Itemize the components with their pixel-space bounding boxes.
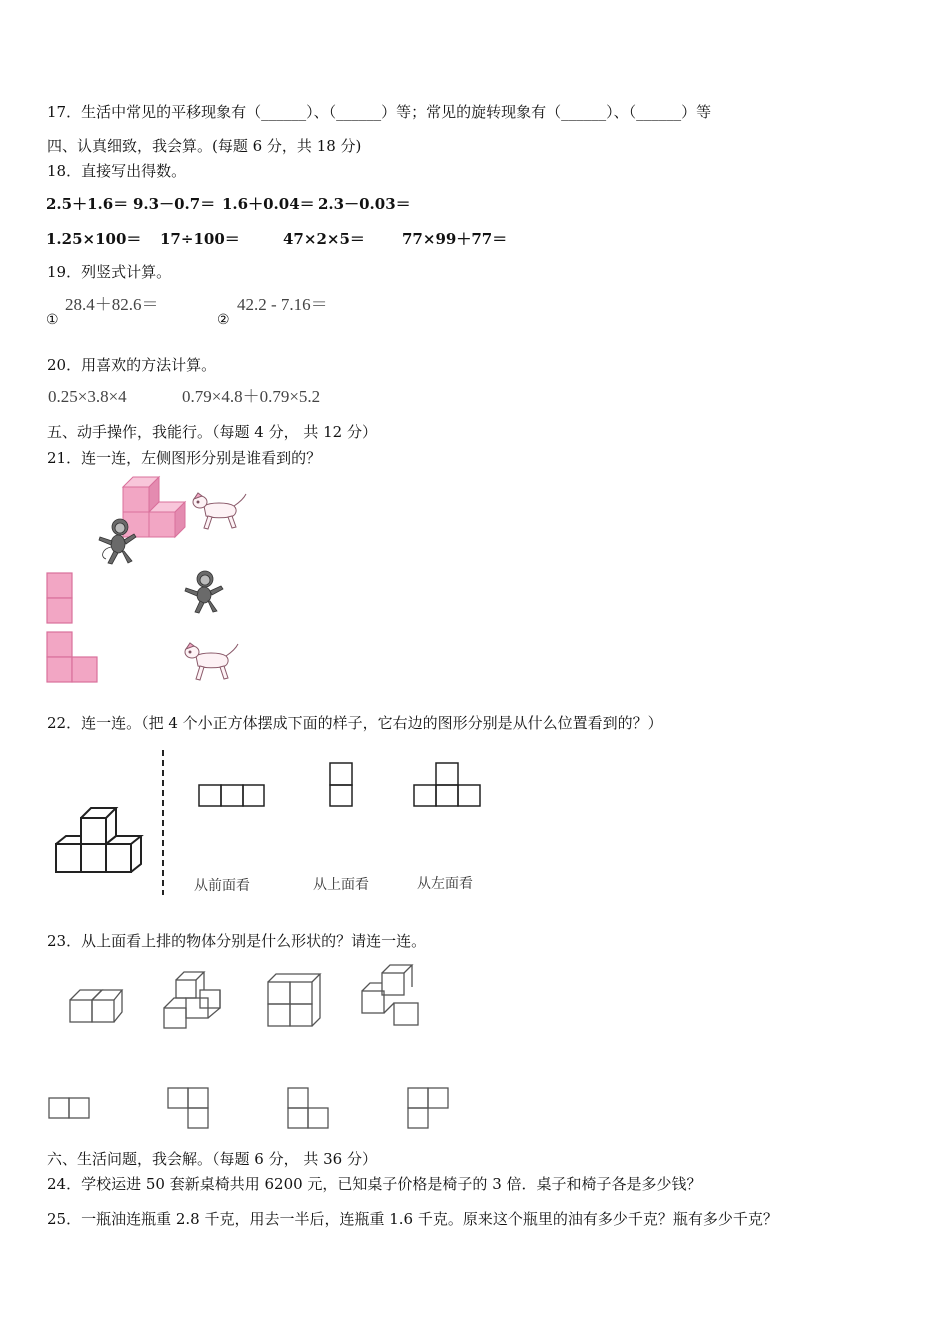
view-two-stacked-squares (46, 572, 73, 624)
top-view-l-shape-top (407, 1087, 451, 1131)
q19-expr: 28.4＋82.6＝ (65, 295, 159, 314)
object-2-cubes (162, 970, 224, 1030)
cube-structure-drawing (54, 806, 149, 876)
section-5-heading: 五、动手操作，我能行。（每题 4 分， 共 12 分） (47, 423, 377, 441)
q18-expr: 1.25×100＝ (46, 230, 142, 248)
question-18-title: 18．直接写出得数。 (47, 162, 187, 180)
question-22-title: 22．连一连。（把 4 个小正方体摆成下面的样子，它右边的图形分别是从什么位置看到的？） (47, 714, 663, 732)
q18-expr: 2.3－0.03＝ (318, 195, 411, 213)
circled-number: ② (217, 312, 230, 328)
view-l-shape-squares (46, 631, 98, 683)
q20-expr: 0.25×3.8×4 (48, 387, 127, 406)
q18-expr: 47×2×5＝ (283, 230, 365, 248)
q18-expr: 9.3－0.7＝ (133, 195, 216, 213)
dog-icon (190, 490, 248, 532)
monkey-icon (183, 569, 225, 615)
top-view-l-shape (167, 1087, 211, 1131)
q18-expr: 77×99＋77＝ (402, 230, 508, 248)
object-4-cubes (360, 963, 424, 1027)
q18-expr: 17÷100＝ (160, 230, 240, 248)
top-view-two-squares (48, 1097, 92, 1121)
q18-expr: 2.5＋1.6＝ (46, 195, 129, 213)
top-view-l-shape-bottom (287, 1087, 331, 1131)
top-view-two-squares (329, 762, 354, 808)
circled-number: ① (46, 312, 59, 328)
object-3-cubes (266, 972, 322, 1028)
q20-expr: 0.79×4.8＋0.79×5.2 (182, 387, 321, 406)
dashed-divider (160, 750, 166, 895)
question-23-title: 23．从上面看上排的物体分别是什么形状的？请连一连。 (47, 932, 427, 950)
question-17: 17．生活中常见的平移现象有（______）、（______）等；常见的旋转现象有（______）、（______）等 (47, 103, 712, 121)
left-view-t-shape (413, 762, 483, 808)
label-front-view: 从前面看 (194, 878, 250, 894)
question-25: 25．一瓶油连瓶重 2.8 千克，用去一半后，连瓶重 1.6 千克。原来这个瓶里的油有多少千克？瓶有多少千克？ (47, 1210, 778, 1228)
question-21-title: 21．连一连，左侧图形分别是谁看到的？ (47, 449, 322, 467)
section-4-heading: 四、认真细致，我会算。(每题 6 分，共 18 分) (47, 137, 362, 155)
label-top-view: 从上面看 (313, 877, 369, 893)
section-6-heading: 六、生活问题，我会解。（每题 6 分， 共 36 分） (47, 1150, 377, 1168)
question-19-title: 19．列竖式计算。 (47, 263, 172, 281)
label-left-view: 从左面看 (417, 876, 473, 892)
object-1-cubes (68, 984, 124, 1026)
question-20-title: 20．用喜欢的方法计算。 (47, 356, 217, 374)
monkey-icon (96, 517, 138, 567)
question-24: 24．学校运进 50 套新桌椅共用 6200 元，已知桌子价格是椅子的 3 倍．桌子和椅子各是多少钱？ (47, 1175, 702, 1193)
q18-expr: 1.6＋0.04＝ (222, 195, 315, 213)
dog-icon (182, 640, 240, 684)
q19-expr: 42.2 - 7.16＝ (237, 295, 328, 314)
front-view-three-squares (198, 784, 266, 808)
